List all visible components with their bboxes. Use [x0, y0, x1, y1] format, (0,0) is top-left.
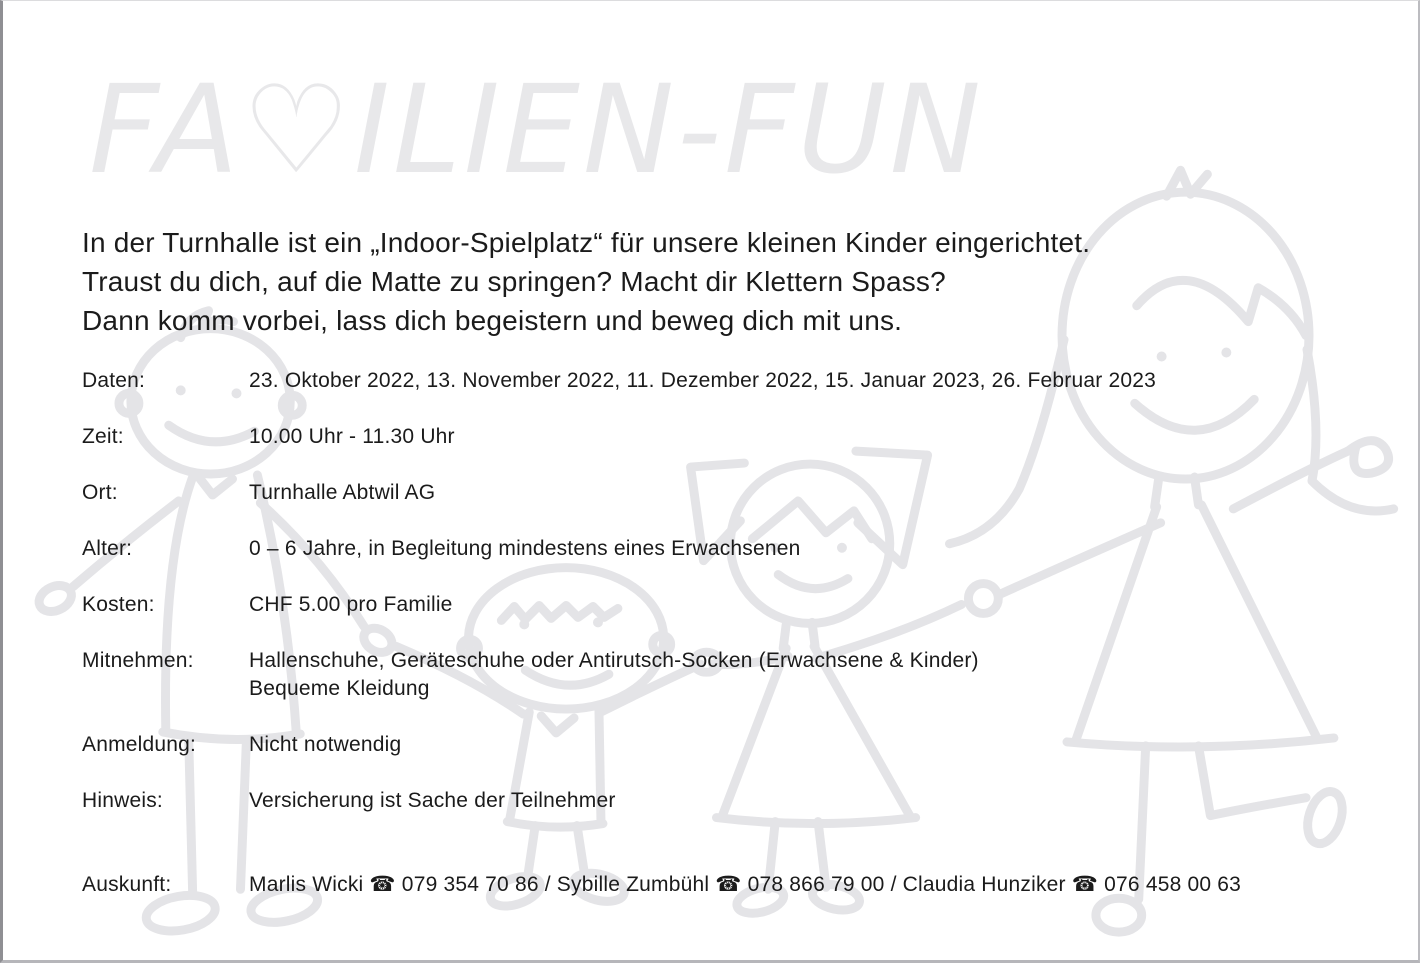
flyer-content: [82, 223, 1382, 927]
details-list: [82, 367, 1382, 899]
detail-label-daten: Daten:: [82, 369, 146, 392]
detail-row-zeit: [82, 423, 1382, 451]
detail-value-hinweis: Versicherung ist Sache der Teilnehmer: [249, 789, 616, 812]
detail-value-auskunft: Marlis Wicki ☎ 079 354 70 86 / Sybille Zumbühl ☎ 078 866 79 00 / Claudia Hunziker ☎ 076 458 00 63: [249, 873, 1242, 896]
detail-value-mitnehmen: [249, 647, 1382, 703]
detail-row-mitnehmen: [82, 647, 1382, 703]
detail-label-mitnehmen: Mitnehmen:: [82, 649, 194, 672]
detail-value-mitnehmen-line-1: Hallenschuhe, Geräteschuhe oder Antirutsch-Socken (Erwachsene & Kinder): [249, 649, 979, 672]
intro-line-3: Dann komm vorbei, lass dich begeistern und beweg dich mit uns.: [82, 305, 903, 336]
detail-row-hinweis: [82, 787, 1382, 815]
detail-row-anmeldung: [82, 731, 1382, 759]
detail-row-auskunft: [82, 871, 1382, 899]
intro-line-1: In der Turnhalle ist ein „Indoor-Spielplatz“ für unsere kleinen Kinder eingerichtet.: [82, 227, 1091, 258]
detail-value-ort: Turnhalle Abtwil AG: [249, 481, 436, 504]
detail-row-alter: [82, 535, 1382, 563]
detail-label-alter: Alter:: [82, 537, 133, 560]
detail-value-mitnehmen-line-2: Bequeme Kleidung: [249, 677, 430, 700]
intro-paragraph: [82, 223, 1382, 340]
detail-row-kosten: [82, 591, 1382, 619]
detail-value-anmeldung: Nicht notwendig: [249, 733, 402, 756]
watermark-title: FA♡ILIEN-FUN: [89, 59, 984, 201]
detail-row-ort: [82, 479, 1382, 507]
detail-label-kosten: Kosten:: [82, 593, 155, 616]
detail-value-kosten: CHF 5.00 pro Familie: [249, 593, 453, 616]
detail-label-auskunft: Auskunft:: [82, 873, 172, 896]
detail-value-daten: 23. Oktober 2022, 13. November 2022, 11. Dezember 2022, 15. Januar 2023, 26. Februar 2023: [249, 369, 1156, 392]
detail-value-zeit: 10.00 Uhr - 11.30 Uhr: [249, 425, 455, 448]
intro-line-2: Traust du dich, auf die Matte zu springen? Macht dir Klettern Spass?: [82, 266, 946, 297]
detail-label-ort: Ort:: [82, 481, 118, 504]
detail-row-daten: [82, 367, 1382, 395]
detail-label-anmeldung: Anmeldung:: [82, 733, 197, 756]
detail-label-zeit: Zeit:: [82, 425, 124, 448]
detail-label-hinweis: Hinweis:: [82, 789, 163, 812]
detail-value-alter: 0 – 6 Jahre, in Begleitung mindestens eines Erwachsenen: [249, 537, 801, 560]
